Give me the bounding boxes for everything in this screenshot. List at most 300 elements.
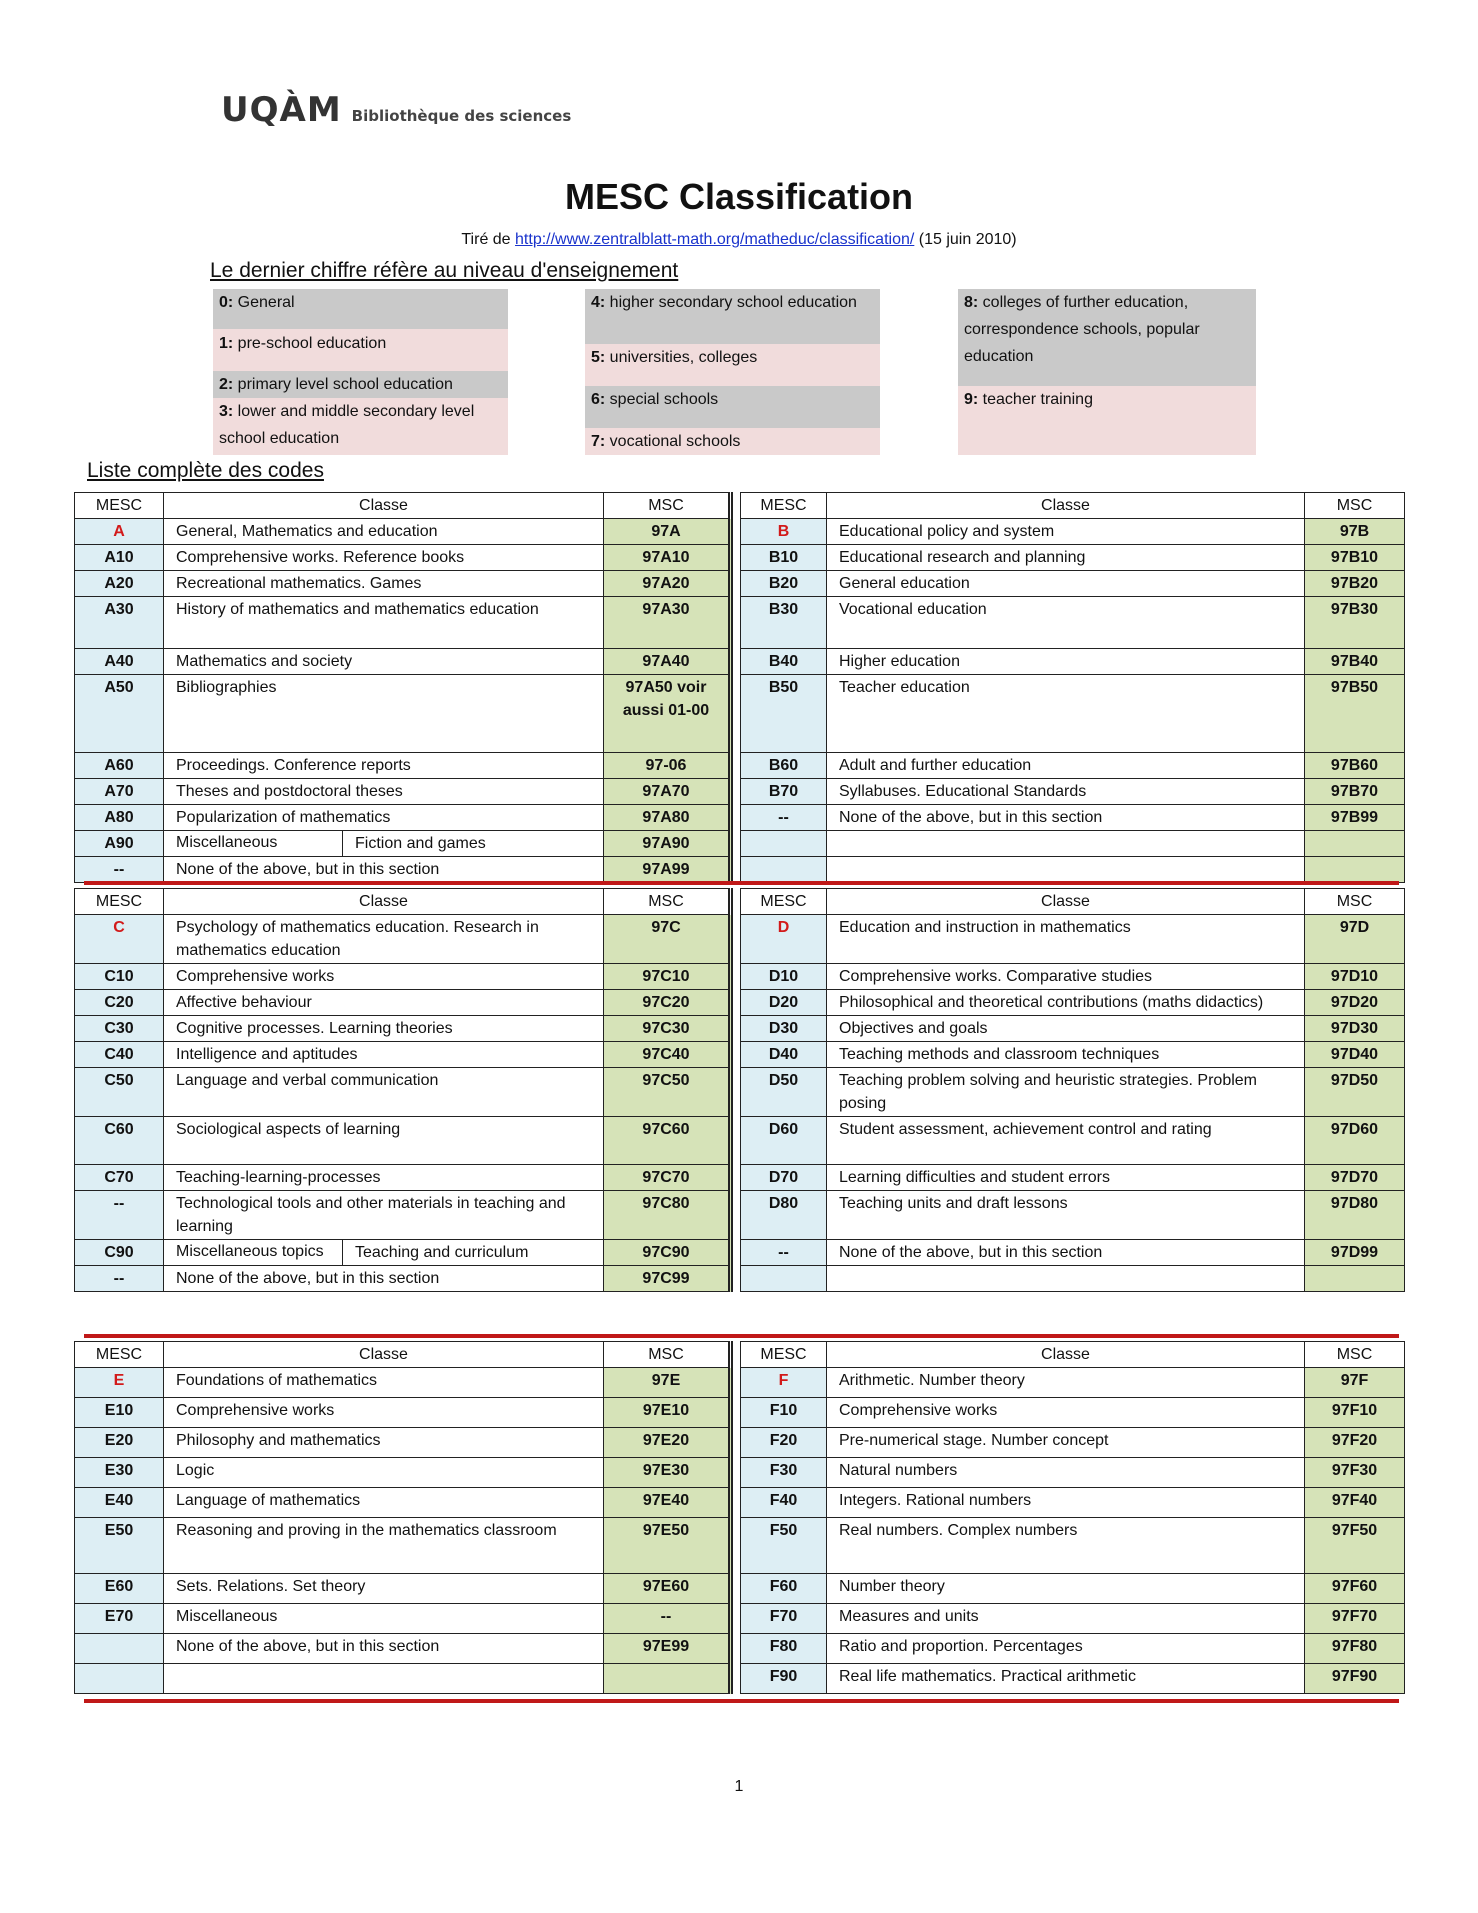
msc-code: 97D10 xyxy=(1305,964,1405,990)
msc-code: 97F30 xyxy=(1305,1458,1405,1488)
table-row xyxy=(75,571,1405,597)
mesc-code: C30 xyxy=(75,1016,164,1042)
class-description: None of the above, but in this section xyxy=(164,857,604,883)
codes-list-heading: Liste complète des codes xyxy=(87,459,324,482)
level-3: 3: lower and middle secondary level school education xyxy=(213,398,508,455)
class-description: None of the above, but in this section xyxy=(164,1266,604,1292)
class-description: Number theory xyxy=(827,1574,1305,1604)
table-row xyxy=(75,1398,1405,1428)
table-row xyxy=(75,1191,1405,1240)
msc-code: 97E50 xyxy=(604,1518,731,1574)
source-link[interactable]: http://www.zentralblatt-math.org/matheduc/classification/ xyxy=(515,231,915,248)
logo-mark: UQÀM xyxy=(221,90,342,130)
msc-code: 97F90 xyxy=(1305,1664,1405,1694)
msc-code xyxy=(604,1664,731,1694)
msc-code: 97-06 xyxy=(604,753,731,779)
msc-code: 97B40 xyxy=(1305,649,1405,675)
class-description: Sets. Relations. Set theory xyxy=(164,1574,604,1604)
mesc-code: -- xyxy=(75,1191,164,1240)
codes-table-e-f xyxy=(74,1341,1405,1694)
codes-table-a-b xyxy=(74,492,1405,883)
column-separator xyxy=(731,1042,741,1068)
class-description xyxy=(164,1240,604,1266)
column-separator xyxy=(731,597,741,649)
class-subtext: Fiction and games xyxy=(355,835,486,852)
msc-code: 97A30 xyxy=(604,597,731,649)
msc-code: 97A90 xyxy=(604,831,731,857)
mesc-code: A30 xyxy=(75,597,164,649)
msc-code: 97F10 xyxy=(1305,1398,1405,1428)
table-row xyxy=(75,1664,1405,1694)
msc-code: 97C20 xyxy=(604,990,731,1016)
source-suffix: (15 juin 2010) xyxy=(914,231,1017,248)
mesc-code xyxy=(75,1634,164,1664)
mesc-code: F90 xyxy=(741,1664,827,1694)
mesc-code: F20 xyxy=(741,1428,827,1458)
msc-code: 97D60 xyxy=(1305,1117,1405,1165)
mesc-code: E20 xyxy=(75,1428,164,1458)
class-description: Teaching-learning-processes xyxy=(164,1165,604,1191)
class-description: Bibliographies xyxy=(164,675,604,753)
mesc-code: C40 xyxy=(75,1042,164,1068)
msc-code: 97B10 xyxy=(1305,545,1405,571)
mesc-code: F70 xyxy=(741,1604,827,1634)
mesc-code: E70 xyxy=(75,1604,164,1634)
msc-code: 97D99 xyxy=(1305,1240,1405,1266)
class-description: Mathematics and society xyxy=(164,649,604,675)
class-description: Student assessment, achievement control and rating xyxy=(827,1117,1305,1165)
mesc-code: -- xyxy=(75,1266,164,1292)
class-description: Measures and units xyxy=(827,1604,1305,1634)
classe-header: Classe xyxy=(827,1342,1305,1368)
class-description: Cognitive processes. Learning theories xyxy=(164,1016,604,1042)
column-separator xyxy=(731,889,741,915)
class-description: Natural numbers xyxy=(827,1458,1305,1488)
msc-code: 97F50 xyxy=(1305,1518,1405,1574)
msc-code: 97B50 xyxy=(1305,675,1405,753)
table-row xyxy=(75,1634,1405,1664)
classe-header: Classe xyxy=(164,889,604,915)
msc-code: 97A20 xyxy=(604,571,731,597)
class-description: None of the above, but in this section xyxy=(827,805,1305,831)
msc-code: 97B30 xyxy=(1305,597,1405,649)
column-separator xyxy=(731,1634,741,1664)
section-divider xyxy=(84,1334,1399,1338)
class-description: Syllabuses. Educational Standards xyxy=(827,779,1305,805)
mesc-code: -- xyxy=(75,857,164,883)
logo-subtitle: Bibliothèque des sciences xyxy=(351,107,572,125)
mesc-header: MESC xyxy=(75,493,164,519)
msc-code: 97F80 xyxy=(1305,1634,1405,1664)
level-9: 9: teacher training xyxy=(958,386,1256,455)
class-description: Comprehensive works xyxy=(164,964,604,990)
mesc-code: D70 xyxy=(741,1165,827,1191)
level-2: 2: primary level school education xyxy=(213,371,508,398)
msc-code: 97A40 xyxy=(604,649,731,675)
section-divider xyxy=(84,881,1399,885)
mesc-code: C xyxy=(75,915,164,964)
class-description: General education xyxy=(827,571,1305,597)
mesc-code: A xyxy=(75,519,164,545)
class-description: Comprehensive works. Comparative studies xyxy=(827,964,1305,990)
mesc-code: A80 xyxy=(75,805,164,831)
msc-code: 97F70 xyxy=(1305,1604,1405,1634)
mesc-code: D30 xyxy=(741,1016,827,1042)
codes-table-c-d xyxy=(74,888,1405,1292)
mesc-code: C60 xyxy=(75,1117,164,1165)
column-separator xyxy=(731,1428,741,1458)
mesc-header: MESC xyxy=(75,1342,164,1368)
class-description: Arithmetic. Number theory xyxy=(827,1368,1305,1398)
msc-header: MSC xyxy=(604,493,731,519)
class-description: Miscellaneous xyxy=(164,1604,604,1634)
msc-code: 97B20 xyxy=(1305,571,1405,597)
levels-heading: Le dernier chiffre réfère au niveau d'enseignement xyxy=(210,259,679,282)
mesc-code: A20 xyxy=(75,571,164,597)
mesc-code: B10 xyxy=(741,545,827,571)
class-description: History of mathematics and mathematics education xyxy=(164,597,604,649)
table-row xyxy=(75,1117,1405,1165)
page-number: 1 xyxy=(734,1778,744,1795)
mesc-header: MESC xyxy=(741,1342,827,1368)
class-description: Proceedings. Conference reports xyxy=(164,753,604,779)
class-description: Teaching problem solving and heuristic strategies. Problem posing xyxy=(827,1068,1305,1117)
msc-code: 97D20 xyxy=(1305,990,1405,1016)
msc-code: 97C xyxy=(604,915,731,964)
class-description: Learning difficulties and student errors xyxy=(827,1165,1305,1191)
mesc-code: D xyxy=(741,915,827,964)
column-separator xyxy=(731,990,741,1016)
class-description: Real life mathematics. Practical arithmetic xyxy=(827,1664,1305,1694)
mesc-code: A60 xyxy=(75,753,164,779)
mesc-code: C50 xyxy=(75,1068,164,1117)
msc-code: 97A xyxy=(604,519,731,545)
mesc-code: D20 xyxy=(741,990,827,1016)
level-4: 4: higher secondary school education xyxy=(585,289,880,344)
column-separator xyxy=(731,1342,741,1368)
msc-code xyxy=(1305,1266,1405,1292)
mesc-code: D60 xyxy=(741,1117,827,1165)
levels-legend xyxy=(213,289,1268,455)
mesc-code: E xyxy=(75,1368,164,1398)
mesc-code: -- xyxy=(741,1240,827,1266)
class-description xyxy=(827,831,1305,857)
column-separator xyxy=(731,1266,741,1292)
msc-code: 97F40 xyxy=(1305,1488,1405,1518)
msc-code: 97E40 xyxy=(604,1488,731,1518)
mesc-code: A40 xyxy=(75,649,164,675)
class-description: Recreational mathematics. Games xyxy=(164,571,604,597)
msc-code: 97C99 xyxy=(604,1266,731,1292)
msc-code: 97F60 xyxy=(1305,1574,1405,1604)
msc-code: 97E30 xyxy=(604,1458,731,1488)
mesc-code: B60 xyxy=(741,753,827,779)
classe-header: Classe xyxy=(827,493,1305,519)
msc-code: 97C70 xyxy=(604,1165,731,1191)
column-separator xyxy=(731,831,741,857)
mesc-code: F40 xyxy=(741,1488,827,1518)
mesc-code: B50 xyxy=(741,675,827,753)
column-separator xyxy=(731,1574,741,1604)
table-row xyxy=(75,753,1405,779)
mesc-code xyxy=(741,831,827,857)
msc-code: 97D30 xyxy=(1305,1016,1405,1042)
msc-code: 97C40 xyxy=(604,1042,731,1068)
msc-code: 97C60 xyxy=(604,1117,731,1165)
class-description xyxy=(827,1266,1305,1292)
class-description: Intelligence and aptitudes xyxy=(164,1042,604,1068)
table-row xyxy=(75,545,1405,571)
mesc-code: E10 xyxy=(75,1398,164,1428)
msc-code: 97E20 xyxy=(604,1428,731,1458)
column-separator xyxy=(731,675,741,753)
source-prefix: Tiré de xyxy=(461,231,516,248)
mesc-code: F10 xyxy=(741,1398,827,1428)
msc-code: 97F xyxy=(1305,1368,1405,1398)
mesc-code: A10 xyxy=(75,545,164,571)
mesc-code: B40 xyxy=(741,649,827,675)
table-row xyxy=(75,1458,1405,1488)
msc-code: 97D80 xyxy=(1305,1191,1405,1240)
level-7: 7: vocational schools xyxy=(585,428,880,455)
class-description: Psychology of mathematics education. Research in mathematics education xyxy=(164,915,604,964)
column-separator xyxy=(731,1458,741,1488)
class-description: Language and verbal communication xyxy=(164,1068,604,1117)
table-row xyxy=(75,1266,1405,1292)
column-separator xyxy=(731,1165,741,1191)
uqam-logo xyxy=(221,90,571,130)
msc-code: 97D70 xyxy=(1305,1165,1405,1191)
msc-code: 97C90 xyxy=(604,1240,731,1266)
table-row xyxy=(75,915,1405,964)
mesc-code: F xyxy=(741,1368,827,1398)
class-description: None of the above, but in this section xyxy=(827,1240,1305,1266)
msc-code: 97F20 xyxy=(1305,1428,1405,1458)
class-description: Objectives and goals xyxy=(827,1016,1305,1042)
mesc-code: A50 xyxy=(75,675,164,753)
table-row xyxy=(75,1574,1405,1604)
msc-header: MSC xyxy=(1305,493,1405,519)
class-description: Teacher education xyxy=(827,675,1305,753)
class-description: Educational research and planning xyxy=(827,545,1305,571)
msc-code: 97B70 xyxy=(1305,779,1405,805)
level-0: 0: General xyxy=(213,289,508,329)
class-text: Miscellaneous topics xyxy=(176,1240,343,1265)
mesc-code: F50 xyxy=(741,1518,827,1574)
msc-code: 97C10 xyxy=(604,964,731,990)
mesc-code: A90 xyxy=(75,831,164,857)
msc-code: 97B60 xyxy=(1305,753,1405,779)
table-row xyxy=(75,805,1405,831)
class-description: Language of mathematics xyxy=(164,1488,604,1518)
mesc-code: B xyxy=(741,519,827,545)
table-row xyxy=(75,1428,1405,1458)
class-description: Ratio and proportion. Percentages xyxy=(827,1634,1305,1664)
mesc-code: E60 xyxy=(75,1574,164,1604)
mesc-header: MESC xyxy=(741,889,827,915)
column-separator xyxy=(731,1068,741,1117)
mesc-code: B70 xyxy=(741,779,827,805)
mesc-code: C70 xyxy=(75,1165,164,1191)
column-separator xyxy=(731,519,741,545)
class-description: Comprehensive works. Reference books xyxy=(164,545,604,571)
mesc-code: F60 xyxy=(741,1574,827,1604)
mesc-code: E30 xyxy=(75,1458,164,1488)
class-description: Philosophical and theoretical contributions (maths didactics) xyxy=(827,990,1305,1016)
column-separator xyxy=(731,649,741,675)
column-separator xyxy=(731,857,741,883)
table-row xyxy=(75,1165,1405,1191)
table-header-row xyxy=(75,889,1405,915)
column-separator xyxy=(731,493,741,519)
class-description: Educational policy and system xyxy=(827,519,1305,545)
mesc-code: D80 xyxy=(741,1191,827,1240)
class-description xyxy=(164,1664,604,1694)
level-8: 8: colleges of further education, correspondence schools, popular education xyxy=(958,289,1256,386)
msc-code: 97A10 xyxy=(604,545,731,571)
class-description: Popularization of mathematics xyxy=(164,805,604,831)
table-row xyxy=(75,1068,1405,1117)
msc-code: 97B99 xyxy=(1305,805,1405,831)
class-description: Adult and further education xyxy=(827,753,1305,779)
table-row xyxy=(75,1488,1405,1518)
msc-header: MSC xyxy=(1305,889,1405,915)
class-description: Vocational education xyxy=(827,597,1305,649)
table-row xyxy=(75,675,1405,753)
column-separator xyxy=(731,1016,741,1042)
msc-code: 97A99 xyxy=(604,857,731,883)
mesc-code: D10 xyxy=(741,964,827,990)
mesc-code xyxy=(741,1266,827,1292)
class-description: Affective behaviour xyxy=(164,990,604,1016)
column-separator xyxy=(731,1368,741,1398)
table-row xyxy=(75,649,1405,675)
mesc-header: MESC xyxy=(741,493,827,519)
table-row xyxy=(75,1368,1405,1398)
mesc-code: C10 xyxy=(75,964,164,990)
table-row xyxy=(75,1016,1405,1042)
msc-header: MSC xyxy=(604,1342,731,1368)
class-description: Foundations of mathematics xyxy=(164,1368,604,1398)
column-separator xyxy=(731,1518,741,1574)
mesc-code: D40 xyxy=(741,1042,827,1068)
column-separator xyxy=(731,964,741,990)
class-description: Teaching units and draft lessons xyxy=(827,1191,1305,1240)
msc-header: MSC xyxy=(604,889,731,915)
class-description: Comprehensive works xyxy=(827,1398,1305,1428)
msc-code: 97E xyxy=(604,1368,731,1398)
table-row xyxy=(75,779,1405,805)
column-separator xyxy=(731,1191,741,1240)
table-row xyxy=(75,1518,1405,1574)
mesc-code: B20 xyxy=(741,571,827,597)
mesc-code: E50 xyxy=(75,1518,164,1574)
class-description: Pre-numerical stage. Number concept xyxy=(827,1428,1305,1458)
table-row xyxy=(75,990,1405,1016)
table-row xyxy=(75,964,1405,990)
table-row xyxy=(75,857,1405,883)
table-header-row xyxy=(75,493,1405,519)
class-description: Philosophy and mathematics xyxy=(164,1428,604,1458)
class-description: General, Mathematics and education xyxy=(164,519,604,545)
column-separator xyxy=(731,571,741,597)
column-separator xyxy=(731,1398,741,1428)
msc-code: 97D50 xyxy=(1305,1068,1405,1117)
column-separator xyxy=(731,753,741,779)
classe-header: Classe xyxy=(827,889,1305,915)
class-description: Reasoning and proving in the mathematics classroom xyxy=(164,1518,604,1574)
mesc-code xyxy=(741,857,827,883)
mesc-code: E40 xyxy=(75,1488,164,1518)
column-separator xyxy=(731,1117,741,1165)
class-description: Real numbers. Complex numbers xyxy=(827,1518,1305,1574)
msc-code: 97C80 xyxy=(604,1191,731,1240)
mesc-code: A70 xyxy=(75,779,164,805)
msc-code xyxy=(1305,831,1405,857)
class-description: Sociological aspects of learning xyxy=(164,1117,604,1165)
class-description: Education and instruction in mathematics xyxy=(827,915,1305,964)
class-description: Technological tools and other materials in teaching and learning xyxy=(164,1191,604,1240)
table-header-row xyxy=(75,1342,1405,1368)
msc-code: 97E60 xyxy=(604,1574,731,1604)
classe-header: Classe xyxy=(164,1342,604,1368)
class-description: Teaching methods and classroom techniques xyxy=(827,1042,1305,1068)
mesc-code: F80 xyxy=(741,1634,827,1664)
mesc-code: -- xyxy=(741,805,827,831)
msc-code: 97D40 xyxy=(1305,1042,1405,1068)
class-description xyxy=(164,831,604,857)
msc-code xyxy=(1305,857,1405,883)
table-row xyxy=(75,1604,1405,1634)
class-description: Integers. Rational numbers xyxy=(827,1488,1305,1518)
msc-code: 97C50 xyxy=(604,1068,731,1117)
column-separator xyxy=(731,805,741,831)
classe-header: Classe xyxy=(164,493,604,519)
level-1: 1: pre-school education xyxy=(213,329,508,371)
msc-code: 97E99 xyxy=(604,1634,731,1664)
column-separator xyxy=(731,1664,741,1694)
mesc-code xyxy=(75,1664,164,1694)
class-text: Miscellaneous xyxy=(176,831,343,856)
msc-header: MSC xyxy=(1305,1342,1405,1368)
msc-code: 97E10 xyxy=(604,1398,731,1428)
msc-code: 97C30 xyxy=(604,1016,731,1042)
mesc-code: C20 xyxy=(75,990,164,1016)
class-description: Theses and postdoctoral theses xyxy=(164,779,604,805)
column-separator xyxy=(731,1240,741,1266)
class-subtext: Teaching and curriculum xyxy=(355,1244,529,1261)
table-row xyxy=(75,831,1405,857)
section-divider xyxy=(84,1699,1399,1703)
msc-code: -- xyxy=(604,1604,731,1634)
column-separator xyxy=(731,1488,741,1518)
mesc-header: MESC xyxy=(75,889,164,915)
column-separator xyxy=(731,779,741,805)
mesc-code: F30 xyxy=(741,1458,827,1488)
msc-code: 97A70 xyxy=(604,779,731,805)
msc-code: 97A80 xyxy=(604,805,731,831)
column-separator xyxy=(731,915,741,964)
column-separator xyxy=(731,545,741,571)
mesc-code: D50 xyxy=(741,1068,827,1117)
msc-code: 97D xyxy=(1305,915,1405,964)
mesc-code: C90 xyxy=(75,1240,164,1266)
mesc-code: B30 xyxy=(741,597,827,649)
table-row xyxy=(75,1240,1405,1266)
level-6: 6: special schools xyxy=(585,386,880,428)
class-description: None of the above, but in this section xyxy=(164,1634,604,1664)
class-description: Higher education xyxy=(827,649,1305,675)
